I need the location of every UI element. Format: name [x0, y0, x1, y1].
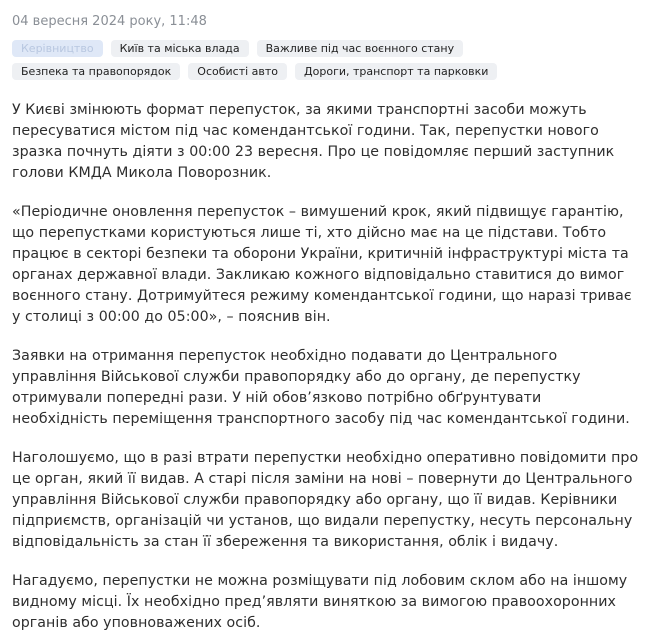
- tag-personal-cars[interactable]: Особисті авто: [188, 63, 287, 80]
- paragraph: У Києві змінюють формат перепусток, за якими транспортні засоби можуть пересуватися містом під час комендантської години. Так, перепустки нового зразка почнуть діяти з 00:00 23 вересня. Про це повідомляє перший заступник голови КМДА Микола Поворозник.: [12, 102, 615, 181]
- article-body: [12, 100, 641, 634]
- paragraph: «Періодичне оновлення перепусток – вимушений крок, який підвищує гарантію, що перепустками користуються лише ті, хто дійсно має на це підстави. Тобто працює в секторі безпеки та оборони України, критичній інфраструктурі міста та органах державної влади. Закликаю кожного відповідально ставитися до вимог воєнного стану. Дотримуйтеся режиму комендантської години, що наразі триває у столиці з 00:00 до 05:00», – пояснив він.: [12, 204, 632, 325]
- tag-kyiv-city-authority[interactable]: Київ та міська влада: [111, 40, 249, 57]
- paragraph: Заявки на отримання перепусток необхідно подавати до Центрального управління Військової служби правопорядку або до органу, де перепустку отримували попередні рази. У ній обов’язково потрібно обґрунтувати необхідність переміщення транспортного засобу під час комендантської години.: [12, 348, 630, 427]
- paragraph: Нагадуємо, перепустки не можна розміщувати під лобовим склом або на іншому видному місці. Їх необхідно пред’являти виняткою за вимогою правоохоронних органів або уповноважених осіб.: [12, 573, 628, 631]
- tag-list: [12, 40, 512, 80]
- tag-important-martial-law[interactable]: Важливе під час воєнного стану: [257, 40, 464, 57]
- publish-date: 04 вересня 2024 року, 11:48: [12, 14, 207, 29]
- tag-security-law-order[interactable]: Безпека та правопорядок: [12, 63, 180, 80]
- paragraph: Наголошуємо, що в разі втрати перепустки необхідно оперативно повідомити про це орган, який її видав. А старі після заміни на нові – повернути до Центрального управління Військової служби правопорядку або органу, що її видав. Керівники підприємств, організацій чи установ, що видали перепустку, несуть персональну відповідальність за стан її збереження та використання, облік і видачу.: [12, 450, 639, 550]
- tag-roads-transport-parking[interactable]: Дороги, транспорт та парковки: [295, 63, 497, 80]
- tag-leadership[interactable]: Керівництво: [12, 40, 103, 57]
